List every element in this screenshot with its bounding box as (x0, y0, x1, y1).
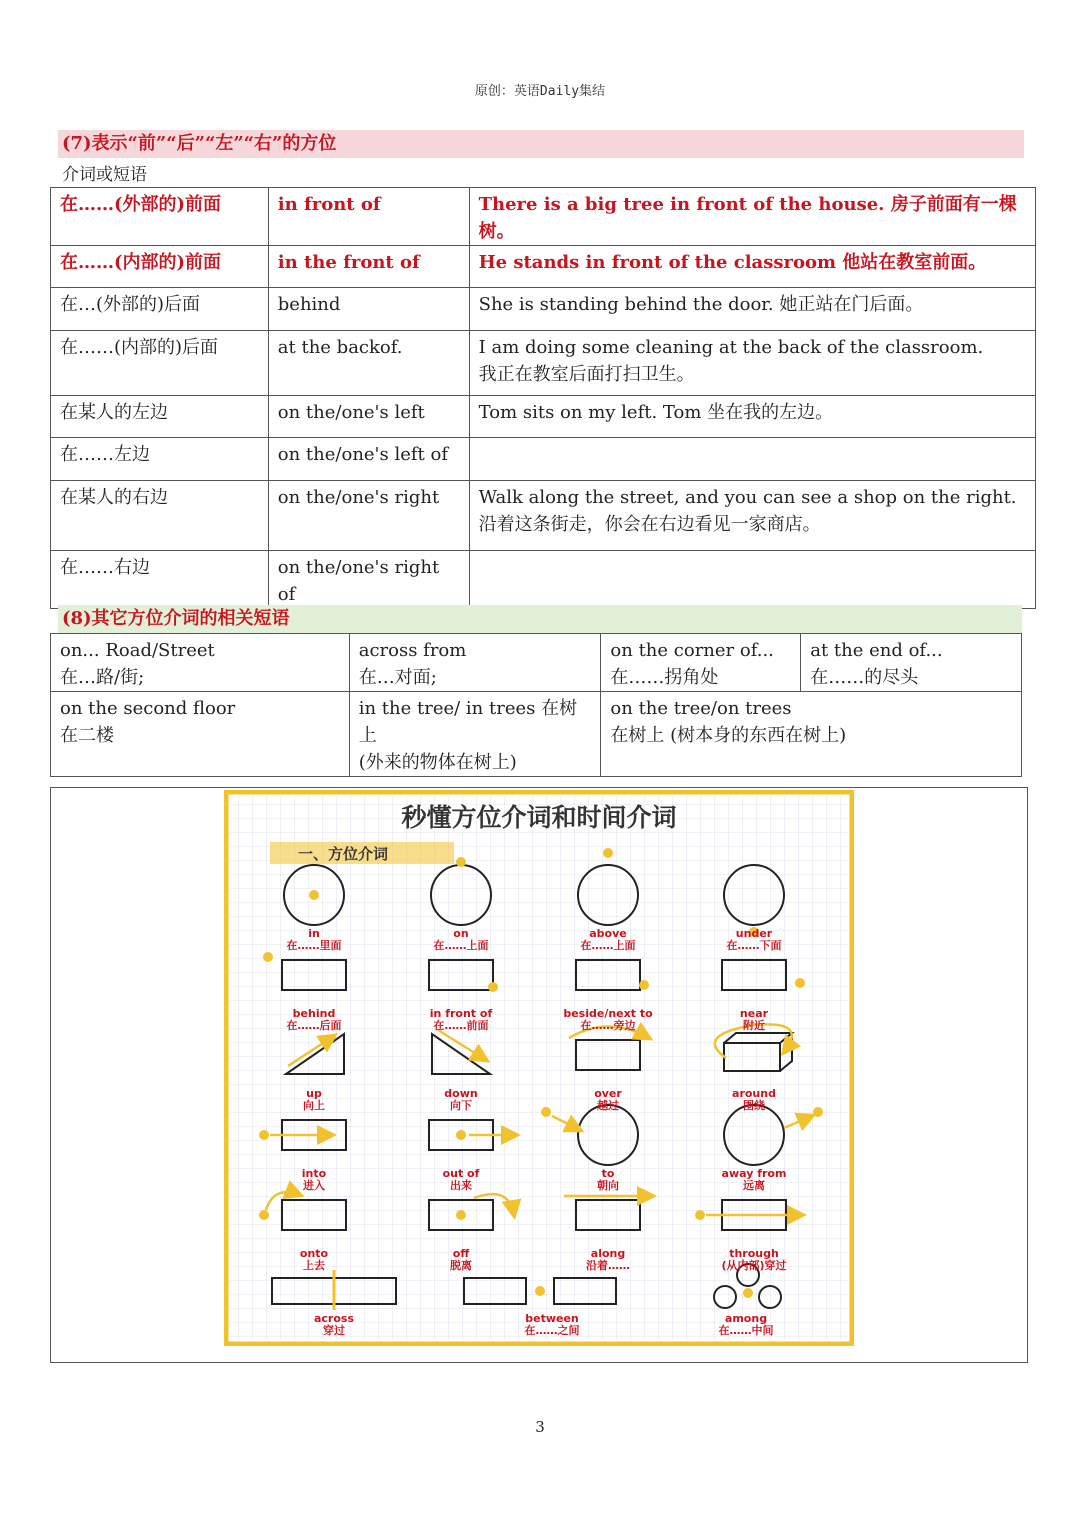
cell-example: There is a big tree in front of the house. 房子前面有一棵树。 (469, 188, 1035, 246)
poster-label-cn: 在……之间 (524, 1324, 580, 1337)
poster-label-en: along (590, 1247, 626, 1260)
phrase-en: on... Road/Street (60, 640, 215, 661)
poster-label-en: among (724, 1312, 768, 1325)
poster-label-cn: 越过 (597, 1099, 619, 1112)
ball-icon (488, 982, 498, 992)
cell-cn: 在……(内部的)后面 (51, 331, 269, 396)
example-cn: 沿着这条街走，你会在右边看见一家商店。 (478, 514, 821, 535)
example-en: Walk along the street, and you can see a shop on the right. (478, 487, 1017, 508)
table-row (51, 692, 1022, 777)
poster-label-cn: 在……上面 (580, 939, 636, 952)
cell-en: at the backof. (268, 331, 469, 396)
poster-label-en: in front of (429, 1007, 493, 1020)
poster-label-en: above (589, 927, 627, 940)
cell-example (469, 551, 1035, 609)
table-row (51, 551, 1036, 609)
cell-example: Tom sits on my left. Tom 坐在我的左边。 (469, 396, 1035, 438)
poster-label-cn: 进入 (303, 1179, 325, 1192)
phrase-cn: 在二楼 (60, 725, 114, 746)
section-8-table (50, 633, 1022, 777)
poster-label-en: between (525, 1312, 579, 1325)
phrase-cell (51, 634, 350, 692)
poster-label-cn: 在……下面 (726, 939, 782, 952)
example-cn: 我正在教室后面打扫卫生。 (478, 364, 695, 385)
phrase-cn: 在……拐角处 (610, 667, 719, 688)
cell-cn: 在某人的右边 (51, 481, 269, 551)
phrase-en: on the second floor (60, 698, 236, 719)
ball-icon (456, 1210, 466, 1220)
table-row (51, 438, 1036, 481)
cell-en: behind (268, 288, 469, 331)
section-7-subtitle: 介词或短语 (62, 165, 147, 185)
poster-label-en: down (444, 1087, 478, 1100)
table-row (51, 396, 1036, 438)
page-number: 3 (535, 1418, 545, 1436)
poster-label-en: in (308, 927, 320, 940)
cell-example: She is standing behind the door. 她正站在门后面。 (469, 288, 1035, 331)
poster-label-cn: 在……前面 (433, 1019, 489, 1032)
poster-label-cn: 上去 (303, 1259, 325, 1272)
poster-label-cn: 穿过 (323, 1324, 345, 1337)
phrase-cell (601, 692, 1022, 777)
example-en: I am doing some cleaning at the back of the classroom. (478, 337, 984, 358)
table-row (51, 188, 1036, 246)
ball-icon (259, 1130, 269, 1140)
poster-label-en: over (594, 1087, 622, 1100)
poster-label-cn: 围绕 (743, 1099, 765, 1112)
ball-icon (795, 978, 805, 988)
section-7-table (50, 187, 1036, 609)
poster-label-en: under (735, 927, 773, 940)
phrase-en: on the tree/on trees (610, 698, 792, 719)
cell-en: on the/one's left of (268, 438, 469, 481)
poster-label-cn: 在……里面 (286, 939, 342, 952)
ball-icon (603, 848, 613, 858)
ball-icon (695, 1210, 705, 1220)
phrase-en: in the tree/ in trees 在树上 (358, 698, 578, 746)
cell-en: on the/one's right of (268, 551, 469, 609)
phrase-cell (349, 634, 601, 692)
ball-icon (813, 1107, 823, 1117)
poster-label-cn: 脱离 (450, 1259, 472, 1272)
section-7-title: (7)表示“前”“后”“左”“右”的方位 (58, 130, 1024, 158)
page-header: 原创：英语Daily集结 (474, 84, 606, 99)
ball-icon (263, 952, 273, 962)
table-row (51, 634, 1022, 692)
phrase-cn: (外来的物体在树上) (358, 752, 517, 773)
cell-cn: 在……(外部的)前面 (51, 188, 269, 246)
ball-icon (639, 980, 649, 990)
phrase-en: on the corner of... (610, 640, 774, 661)
poster-label-cn: 在……后面 (286, 1019, 342, 1032)
poster-section-title: 一、方位介词 (298, 845, 389, 863)
phrase-cn: 在…路/街; (60, 667, 145, 688)
poster-label-cn: 沿着…… (586, 1259, 630, 1272)
poster-label-cn: 在……上面 (433, 939, 489, 952)
phrase-cell (349, 692, 601, 777)
phrase-en: at the end of... (810, 640, 943, 661)
phrase-cell (601, 634, 801, 692)
poster-label-en: off (452, 1247, 470, 1260)
cell-example (469, 438, 1035, 481)
phrase-cn: 在……的尽头 (810, 667, 919, 688)
ball-icon (541, 1107, 551, 1117)
table-row (51, 331, 1036, 396)
table-row (51, 246, 1036, 288)
cell-en: in the front of (268, 246, 469, 288)
section-8-title: (8)其它方位介词的相关短语 (58, 605, 1022, 633)
poster-label-cn: (从内部)穿过 (721, 1259, 787, 1272)
poster-title: 秒懂方位介词和时间介词 (401, 803, 677, 832)
poster-label-cn: 向下 (450, 1099, 472, 1112)
cell-cn: 在……右边 (51, 551, 269, 609)
poster-label-cn: 在……旁边 (580, 1019, 636, 1032)
poster-label-cn: 附近 (743, 1019, 765, 1032)
phrase-cn: 在树上 (树本身的东西在树上) (610, 725, 847, 746)
cell-example: He stands in front of the classroom 他站在教室前面。 (469, 246, 1035, 288)
phrase-cell (51, 692, 350, 777)
cell-example (469, 331, 1035, 396)
poster-label-en: into (301, 1167, 327, 1180)
phrase-cell (801, 634, 1022, 692)
ball-icon (309, 890, 319, 900)
cell-en: on the/one's right (268, 481, 469, 551)
cell-en: in front of (268, 188, 469, 246)
ball-icon (456, 1130, 466, 1140)
poster-label-en: up (306, 1087, 322, 1100)
cell-cn: 在某人的左边 (51, 396, 269, 438)
poster-label-en: on (453, 927, 469, 940)
poster-label-en: beside/next to (563, 1007, 653, 1020)
cell-example (469, 481, 1035, 551)
poster-label-en: away from (721, 1167, 787, 1180)
poster-label-en: to (601, 1167, 615, 1180)
cell-en: on the/one's left (268, 396, 469, 438)
table-row (51, 288, 1036, 331)
poster-label-en: through (729, 1247, 779, 1260)
phrase-cn: 在…对面; (358, 667, 437, 688)
ball-icon (456, 857, 466, 867)
poster-label-en: out of (442, 1167, 480, 1180)
poster-label-en: onto (299, 1247, 329, 1260)
ball-icon (743, 1288, 753, 1298)
poster-label-en: near (739, 1007, 769, 1020)
ball-icon (259, 1210, 269, 1220)
poster-label-cn: 远离 (743, 1179, 765, 1192)
poster-label-cn: 朝向 (597, 1179, 619, 1192)
phrase-en: across from (358, 640, 467, 661)
cell-cn: 在……左边 (51, 438, 269, 481)
poster-label-en: around (732, 1087, 776, 1100)
prepositions-poster (224, 790, 854, 1346)
poster-label-cn: 在……中间 (718, 1324, 774, 1337)
cell-cn: 在…(外部的)后面 (51, 288, 269, 331)
cell-cn: 在……(内部的)前面 (51, 246, 269, 288)
ball-icon (535, 1286, 545, 1296)
poster-label-en: across (313, 1312, 355, 1325)
poster-label-cn: 出来 (450, 1179, 472, 1192)
table-row (51, 481, 1036, 551)
poster-label-en: behind (292, 1007, 336, 1020)
poster-label-cn: 向上 (303, 1099, 325, 1112)
